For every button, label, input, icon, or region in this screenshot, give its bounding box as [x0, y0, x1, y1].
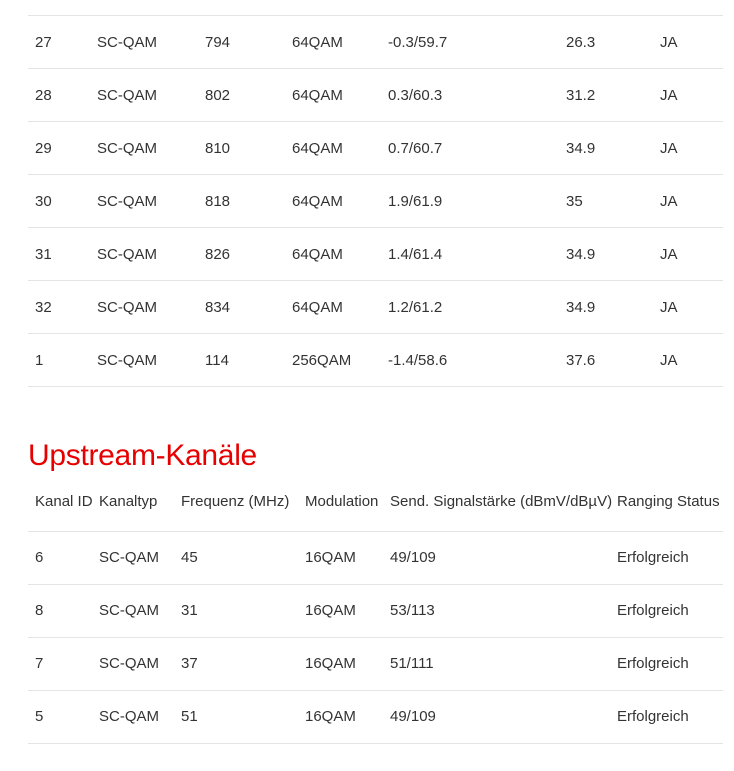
table-row [28, 228, 723, 281]
cell-frequenz: 51 [181, 690, 305, 743]
cell-pegel: 0.7/60.7 [388, 122, 566, 175]
cell-gelockt: JA [660, 334, 723, 387]
table-row [28, 281, 723, 334]
cell-snr: 34.9 [566, 281, 660, 334]
table-row [28, 175, 723, 228]
cell-kanaltyp: SC-QAM [97, 122, 205, 175]
cell-kanal-id: 8 [28, 584, 99, 637]
cell-gelockt: JA [660, 228, 723, 281]
table-row [28, 690, 723, 743]
cell-pegel: 0.3/60.3 [388, 69, 566, 122]
cell-gelockt: JA [660, 122, 723, 175]
cell-kanaltyp: SC-QAM [99, 637, 181, 690]
cell-kanaltyp: SC-QAM [97, 69, 205, 122]
cell-frequenz: 37 [181, 637, 305, 690]
cell-kanal-id: 5 [28, 690, 99, 743]
cell-pegel: -0.3/59.7 [388, 16, 566, 69]
cell-modulation: 256QAM [292, 334, 388, 387]
downstream-table [28, 15, 723, 387]
column-header-modulation: Modulation [305, 473, 390, 531]
cell-snr: 34.9 [566, 228, 660, 281]
table-row [28, 334, 723, 387]
cell-kanaltyp: SC-QAM [97, 281, 205, 334]
cell-kanal-id: 7 [28, 637, 99, 690]
table-header-row [28, 473, 723, 531]
cell-snr: 35 [566, 175, 660, 228]
cell-pegel: 1.2/61.2 [388, 281, 566, 334]
cell-modulation: 16QAM [305, 637, 390, 690]
cell-ranging-status: Erfolgreich [617, 531, 723, 584]
upstream-heading: Upstream-Kanäle [28, 439, 257, 472]
cell-modulation: 64QAM [292, 69, 388, 122]
cell-kanal-id: 31 [28, 228, 97, 281]
cell-frequenz: 810 [205, 122, 292, 175]
cell-frequenz: 834 [205, 281, 292, 334]
cell-modulation: 64QAM [292, 281, 388, 334]
cell-frequenz: 31 [181, 584, 305, 637]
column-header-kanaltyp: Kanaltyp [99, 473, 181, 531]
cell-kanal-id: 30 [28, 175, 97, 228]
cell-frequenz: 802 [205, 69, 292, 122]
upstream-table [28, 473, 723, 744]
cell-gelockt: JA [660, 281, 723, 334]
cell-ranging-status: Erfolgreich [617, 690, 723, 743]
cell-kanaltyp: SC-QAM [99, 584, 181, 637]
cell-snr: 37.6 [566, 334, 660, 387]
page-content [0, 15, 734, 744]
cell-modulation: 64QAM [292, 122, 388, 175]
cell-gelockt: JA [660, 16, 723, 69]
cell-signal: 51/111 [390, 637, 617, 690]
table-row [28, 584, 723, 637]
cell-snr: 34.9 [566, 122, 660, 175]
cell-pegel: 1.9/61.9 [388, 175, 566, 228]
cell-snr: 26.3 [566, 16, 660, 69]
cell-pegel: 1.4/61.4 [388, 228, 566, 281]
column-header-signalstaerke: Send. Signalstärke (dBmV/dBµV) [390, 473, 617, 531]
cell-modulation: 64QAM [292, 16, 388, 69]
cell-kanaltyp: SC-QAM [97, 175, 205, 228]
cell-pegel: -1.4/58.6 [388, 334, 566, 387]
cell-kanaltyp: SC-QAM [97, 228, 205, 281]
cell-kanal-id: 32 [28, 281, 97, 334]
cell-frequenz: 826 [205, 228, 292, 281]
cell-modulation: 64QAM [292, 175, 388, 228]
cell-ranging-status: Erfolgreich [617, 637, 723, 690]
cell-frequenz: 794 [205, 16, 292, 69]
cell-kanal-id: 27 [28, 16, 97, 69]
table-row [28, 637, 723, 690]
cell-signal: 53/113 [390, 584, 617, 637]
cell-kanaltyp: SC-QAM [97, 334, 205, 387]
cell-frequenz: 114 [205, 334, 292, 387]
cell-gelockt: JA [660, 69, 723, 122]
cell-signal: 49/109 [390, 531, 617, 584]
cell-modulation: 16QAM [305, 584, 390, 637]
column-header-kanal-id: Kanal ID [28, 473, 99, 531]
table-row [28, 531, 723, 584]
cell-frequenz: 818 [205, 175, 292, 228]
cell-modulation: 16QAM [305, 690, 390, 743]
cell-kanaltyp: SC-QAM [97, 16, 205, 69]
cell-kanal-id: 28 [28, 69, 97, 122]
cell-snr: 31.2 [566, 69, 660, 122]
column-header-frequenz: Frequenz (MHz) [181, 473, 305, 531]
cell-ranging-status: Erfolgreich [617, 584, 723, 637]
cell-kanal-id: 1 [28, 334, 97, 387]
table-row [28, 16, 723, 69]
cell-frequenz: 45 [181, 531, 305, 584]
cell-kanal-id: 6 [28, 531, 99, 584]
table-row [28, 122, 723, 175]
cell-gelockt: JA [660, 175, 723, 228]
cell-kanal-id: 29 [28, 122, 97, 175]
cell-signal: 49/109 [390, 690, 617, 743]
column-header-ranging-status: Ranging Status [617, 473, 723, 531]
cell-modulation: 64QAM [292, 228, 388, 281]
table-row [28, 69, 723, 122]
cell-kanaltyp: SC-QAM [99, 531, 181, 584]
cell-kanaltyp: SC-QAM [99, 690, 181, 743]
cell-modulation: 16QAM [305, 531, 390, 584]
